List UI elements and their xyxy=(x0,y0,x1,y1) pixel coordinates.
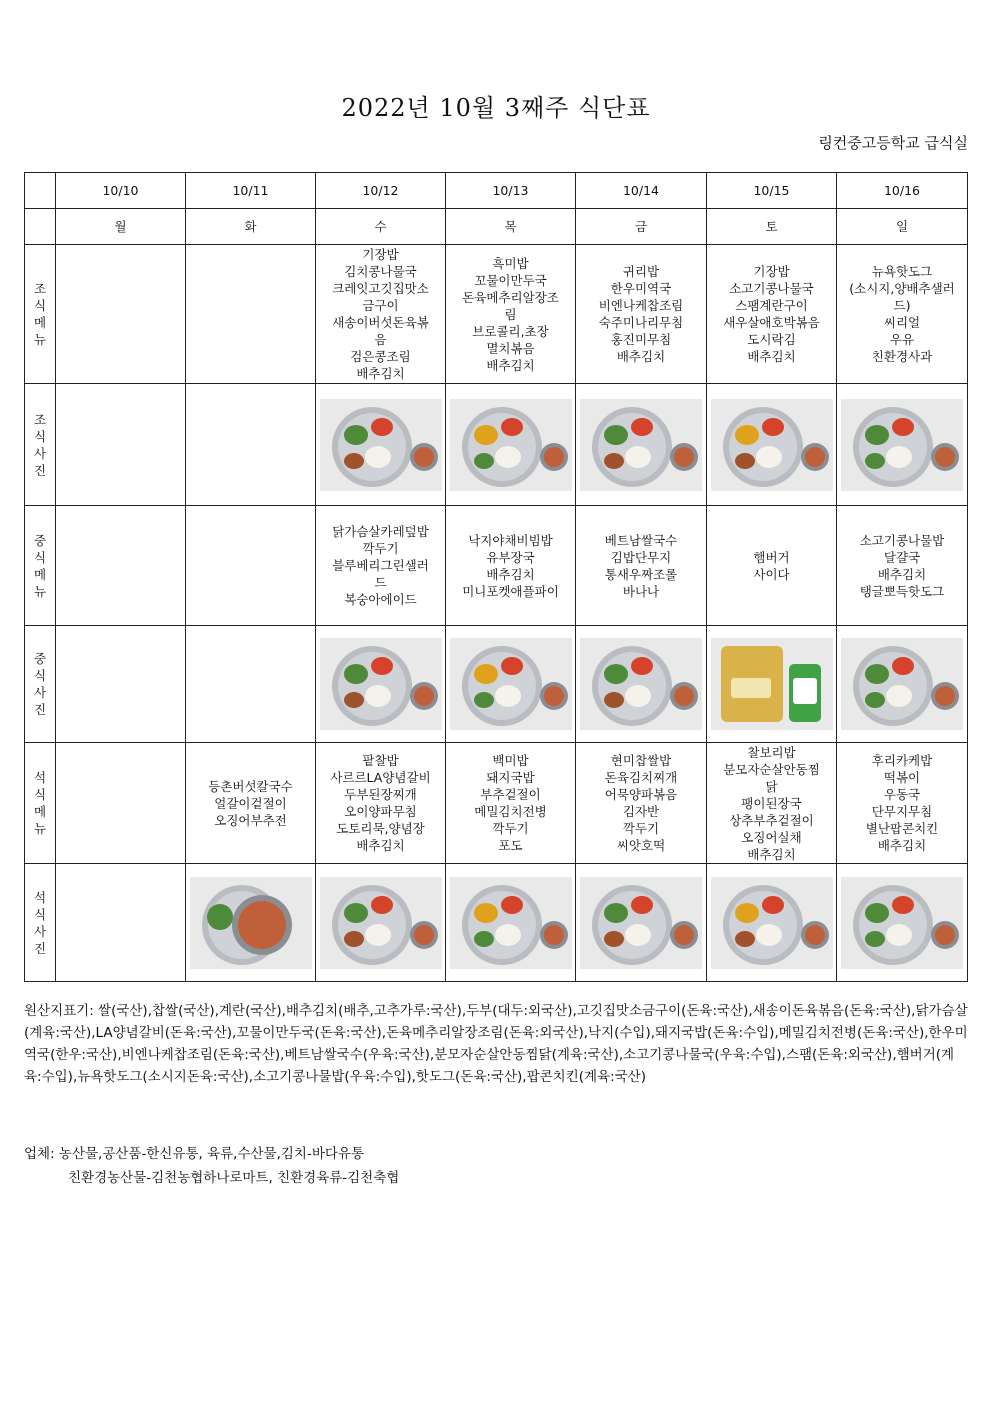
date-cell: 10/15 xyxy=(707,173,837,209)
menu-item: 사르르LA양념갈비 xyxy=(330,770,431,785)
side-dish xyxy=(865,903,889,923)
soup xyxy=(935,447,955,467)
tray-inner xyxy=(338,891,406,959)
menu-item: 찰보리밥 xyxy=(747,744,796,760)
date-cell: 10/13 xyxy=(446,173,576,209)
tray-inner xyxy=(859,652,927,720)
row-label-char: 사 xyxy=(33,445,47,461)
menu-item: 달걀국 xyxy=(883,549,921,565)
soup xyxy=(544,447,564,467)
rice xyxy=(625,446,651,468)
dinner-photo-cell xyxy=(707,864,837,982)
side-dish xyxy=(604,664,628,684)
menu-item: 우유 xyxy=(889,332,915,347)
kimchi xyxy=(371,896,393,914)
day-cell: 토 xyxy=(707,209,837,245)
lunch-menu-cell xyxy=(707,506,837,626)
menu-item: 오이양파무침 xyxy=(344,804,417,819)
side-dish xyxy=(865,664,889,684)
breakfast-menu-cell xyxy=(837,245,968,384)
row-label-char: 식 xyxy=(33,428,47,444)
menu-item: 브로콜리,초장 xyxy=(472,323,549,339)
main-dish xyxy=(344,931,364,947)
menu-item: 분모자순살안동찜 xyxy=(723,761,820,777)
rice xyxy=(365,685,391,707)
menu-item: 김자반 xyxy=(622,804,660,819)
menu-item: 낙지야채비빔밥 xyxy=(468,532,553,548)
breakfast-menu-cell xyxy=(446,245,576,384)
soup xyxy=(935,925,955,945)
menu-item: 현미찹쌀밥 xyxy=(610,753,672,768)
menu-item: 금구이 xyxy=(362,298,399,313)
menu-item: 숙주미나리무침 xyxy=(598,315,684,330)
menu-item: (소시지,양배추샐러 xyxy=(849,281,955,296)
menu-item: 닭가슴살카레덮밥 xyxy=(332,524,429,539)
row-label-dinner-menu xyxy=(25,743,56,864)
lunch-photo-cell xyxy=(316,626,446,743)
dinner-menu-cell xyxy=(316,743,446,864)
lunch-menu-cell xyxy=(446,506,576,626)
breakfast-menu-row xyxy=(25,245,968,384)
day-cell: 금 xyxy=(576,209,707,245)
meal-photo xyxy=(580,638,702,730)
dinner-photo-cell xyxy=(186,864,316,982)
rice xyxy=(886,446,912,468)
side-dish xyxy=(865,425,889,445)
side-dish xyxy=(735,903,759,923)
breakfast-photo-cell xyxy=(837,384,968,506)
tray-inner xyxy=(598,652,666,720)
menu-item: 메밀김치전병 xyxy=(474,804,547,819)
side-dish xyxy=(604,425,628,445)
lunch-menu-cell xyxy=(837,506,968,626)
meal-photo xyxy=(320,399,442,491)
rice xyxy=(495,685,521,707)
breakfast-photo-cell xyxy=(707,384,837,506)
day-row xyxy=(25,209,968,245)
meal-photo xyxy=(580,877,702,969)
row-label-breakfast-menu xyxy=(25,245,56,384)
menu-item: 음 xyxy=(374,332,387,347)
dinner-menu-cell xyxy=(837,743,968,864)
menu-item: 크레잇고깃집맛소 xyxy=(332,281,429,296)
page-title: 2022년 10월 3째주 식단표 xyxy=(341,94,651,122)
meal-photo xyxy=(841,399,963,491)
main-dish xyxy=(865,453,885,469)
menu-item: 바나나 xyxy=(622,583,660,599)
dinner-menu-cell xyxy=(707,743,837,864)
lunch-photo-row xyxy=(25,626,968,743)
row-label-char: 조 xyxy=(33,411,47,427)
tray-inner xyxy=(598,891,666,959)
soup xyxy=(414,447,434,467)
menu-item: 새우살애호박볶음 xyxy=(723,315,820,330)
menu-item: 유부장국 xyxy=(486,549,535,565)
row-label-char: 식 xyxy=(33,787,47,802)
tray-inner xyxy=(859,413,927,481)
corner-cell xyxy=(25,173,56,209)
day-cell: 일 xyxy=(837,209,968,245)
soup xyxy=(805,447,825,467)
menu-item: 김치콩나물국 xyxy=(344,264,417,279)
dinner-photo-cell xyxy=(446,864,576,982)
breakfast-menu-cell xyxy=(316,245,446,384)
row-label-char: 조 xyxy=(33,281,47,296)
tray-inner xyxy=(859,891,927,959)
menu-item: 배추김치 xyxy=(486,566,535,582)
menu-item: 깍두기 xyxy=(492,821,529,836)
row-label-char: 식 xyxy=(33,549,47,565)
side-dish xyxy=(344,664,368,684)
meal-photo xyxy=(711,399,833,491)
menu-item: 한우미역국 xyxy=(610,281,672,296)
menu-item: 배추김치 xyxy=(747,846,796,862)
menu-item: 도토리묵,양념장 xyxy=(336,821,425,836)
burger-photo xyxy=(711,638,833,730)
menu-item: 배추김치 xyxy=(616,349,666,364)
kimchi xyxy=(631,657,653,675)
row-label-char: 메 xyxy=(33,315,47,330)
origin-label-text: 원산지표기: 쌀(국산),찹쌀(국산),계란(국산),배추김치(배추,고추가루:국산),두부(대두:외국산),고깃집맛소금구이(돈육:국산),새송이돈육볶음(돈육:국산),닭가슴살(계육:국산),LA양념갈비(돈육:국산),꼬물이만두국(돈육:국산),돈육메추리알장조림(돈육:외국산),낙지(수입),돼지국밥(돈육:수입),메밀김치전병(돈육:국산),한우미역국(한우:국산),비엔나케찹조림(돈육:국산),베트남쌀국수(우육:국산),분모자순살안동찜닭(계육:국산),소고기콩나물국(우육:수입),스팸(돈육:외국산),햄버거(계육:수입),뉴욕핫도그(소시지돈육:국산),소고기콩나물밥(우육:수입),핫도그(돈육:국산),팝콘치킨(계육:국산) xyxy=(24,1003,968,1085)
lunch-photo-cell xyxy=(446,626,576,743)
row-label-char: 중 xyxy=(33,651,47,666)
menu-item: 사이다 xyxy=(753,566,790,582)
breakfast-photo-cell xyxy=(446,384,576,506)
menu-item: 배추김치 xyxy=(356,838,405,853)
lunch-photo-cell xyxy=(576,626,707,743)
breakfast-photo-cell xyxy=(186,384,316,506)
row-label-lunch-photo xyxy=(25,626,56,743)
vendor-line-1: 업체: 농산물,공산품-한신유통, 육류,수산물,김치-바다유통 xyxy=(24,1146,364,1162)
main-dish xyxy=(865,692,885,708)
menu-item: 배추김치 xyxy=(747,349,796,364)
vendor-line-2: 친환경농산물-김천농협하나로마트, 친환경육류-김천축협 xyxy=(68,1170,400,1186)
menu-item: 도시락김 xyxy=(747,332,796,347)
menu-item: 드) xyxy=(893,298,911,313)
kimchi xyxy=(762,896,784,914)
menu-item: 림 xyxy=(504,306,517,322)
soup xyxy=(935,686,955,706)
main-dish xyxy=(604,692,624,708)
menu-item: 드 xyxy=(374,575,387,590)
soup xyxy=(544,686,564,706)
lunch-photo-cell xyxy=(186,626,316,743)
tray-inner xyxy=(468,652,536,720)
menu-item: 검은콩조림 xyxy=(350,349,411,364)
row-label-char: 진 xyxy=(33,940,47,956)
side-greens xyxy=(207,904,233,930)
soup xyxy=(674,447,694,467)
meal-photo xyxy=(580,399,702,491)
dinner-photo-cell xyxy=(316,864,446,982)
row-label-char: 중 xyxy=(33,532,47,548)
day-cell: 목 xyxy=(446,209,576,245)
corner-cell xyxy=(25,209,56,245)
main-dish xyxy=(344,692,364,708)
menu-item: 탱글뽀득핫도그 xyxy=(859,583,945,599)
tray-inner xyxy=(729,413,797,481)
dinner-photo-row xyxy=(25,864,968,982)
tray-inner xyxy=(598,413,666,481)
row-label-char: 뉴 xyxy=(33,583,47,599)
main-dish xyxy=(344,453,364,469)
menu-item: 기장밥 xyxy=(362,247,399,262)
menu-item: 깍두기 xyxy=(622,821,660,836)
menu-item: 꼬물이만두국 xyxy=(474,272,547,288)
soup xyxy=(674,925,694,945)
lunch-menu-cell xyxy=(186,506,316,626)
day-cell: 화 xyxy=(186,209,316,245)
kimchi xyxy=(631,418,653,436)
side-dish xyxy=(474,425,498,445)
date-cell: 10/14 xyxy=(576,173,707,209)
rice xyxy=(886,685,912,707)
dinner-photo-cell xyxy=(837,864,968,982)
breakfast-photo-cell xyxy=(316,384,446,506)
menu-item: 멸치볶음 xyxy=(486,340,535,356)
menu-item: 오징어실채 xyxy=(741,829,802,845)
menu-item: 흑미밥 xyxy=(492,255,529,271)
main-dish xyxy=(604,931,624,947)
menu-item: 김밥단무지 xyxy=(610,549,672,565)
menu-item: 백미밥 xyxy=(492,753,529,768)
row-label-char: 뉴 xyxy=(33,332,47,347)
menu-table xyxy=(24,172,968,982)
menu-item: 닭 xyxy=(765,778,778,794)
main-dish xyxy=(604,453,624,469)
lunch-menu-row xyxy=(25,506,968,626)
soup xyxy=(544,925,564,945)
row-label-dinner-photo xyxy=(25,864,56,982)
menu-item: 비엔나케찹조림 xyxy=(598,298,684,313)
menu-item: 통새우짜조롤 xyxy=(604,566,678,582)
menu-item: 뉴욕핫도그 xyxy=(871,264,933,279)
main-dish xyxy=(474,453,494,469)
meal-photo xyxy=(711,877,833,969)
menu-item: 돈육메추리알장조 xyxy=(462,289,559,305)
menu-item: 어묵양파볶음 xyxy=(604,787,678,802)
main-dish xyxy=(474,931,494,947)
kimchi xyxy=(892,657,914,675)
menu-item: 귀리밥 xyxy=(622,264,660,279)
menu-item: 상추부추겉절이 xyxy=(729,812,814,828)
row-label-char: 사 xyxy=(33,685,47,700)
dinner-menu-cell xyxy=(446,743,576,864)
rice xyxy=(625,685,651,707)
date-row xyxy=(25,173,968,209)
side-dish xyxy=(344,903,368,923)
rice xyxy=(886,924,912,946)
menu-item: 배추김치 xyxy=(877,566,927,582)
menu-item: 돼지국밥 xyxy=(486,770,535,785)
row-label-char: 메 xyxy=(33,566,47,582)
dinner-menu-cell xyxy=(56,743,186,864)
menu-item: 부추겉절이 xyxy=(480,787,541,802)
row-label-char: 뉴 xyxy=(33,821,47,836)
main-dish xyxy=(474,692,494,708)
main-dish xyxy=(865,931,885,947)
menu-item: 스팸계란구이 xyxy=(735,298,808,313)
menu-item: 팥찰밥 xyxy=(362,753,399,768)
meal-photo xyxy=(841,877,963,969)
menu-item: 팽이된장국 xyxy=(741,795,802,811)
row-label-char: 석 xyxy=(33,889,47,905)
menu-item: 새송이버섯돈육볶 xyxy=(332,315,429,330)
row-label-breakfast-photo xyxy=(25,384,56,506)
row-label-char: 메 xyxy=(33,804,47,819)
soup xyxy=(414,925,434,945)
meal-photo xyxy=(841,638,963,730)
menu-item: 우동국 xyxy=(883,787,921,802)
meal-photo xyxy=(450,638,572,730)
lunch-menu-cell xyxy=(316,506,446,626)
tray-inner xyxy=(468,891,536,959)
menu-item: 돈육김치찌개 xyxy=(604,770,678,785)
noodle-soup xyxy=(238,901,286,949)
menu-item: 소고기콩나물밥 xyxy=(859,532,945,548)
menu-item: 후리카케밥 xyxy=(871,753,933,768)
lunch-photo-cell xyxy=(56,626,186,743)
menu-item: 씨앗호떡 xyxy=(616,838,666,853)
row-label-char: 진 xyxy=(33,462,47,478)
menu-item: 별난팝콘치킨 xyxy=(865,821,939,836)
date-cell: 10/16 xyxy=(837,173,968,209)
main-dish xyxy=(735,931,755,947)
rice xyxy=(365,446,391,468)
meal-photo xyxy=(450,399,572,491)
menu-item: 복숭아에이드 xyxy=(344,592,417,607)
day-cell: 월 xyxy=(56,209,186,245)
kimchi xyxy=(631,896,653,914)
kimchi xyxy=(892,418,914,436)
lunch-photo-cell xyxy=(707,626,837,743)
lunch-menu-cell xyxy=(56,506,186,626)
breakfast-photo-cell xyxy=(576,384,707,506)
row-label-char: 식 xyxy=(33,668,47,683)
menu-item: 배추김치 xyxy=(356,366,405,381)
tray-inner xyxy=(338,413,406,481)
menu-item: 포도 xyxy=(498,838,523,853)
kimchi xyxy=(762,418,784,436)
menu-item: 배추김치 xyxy=(877,838,927,853)
breakfast-menu-cell xyxy=(576,245,707,384)
menu-item: 베트남쌀국수 xyxy=(604,532,678,548)
menu-item: 소고기콩나물국 xyxy=(729,281,814,296)
menu-item: 블루베리그린샐러 xyxy=(332,558,429,573)
menu-item: 햄버거 xyxy=(753,549,790,565)
menu-item: 씨리얼 xyxy=(883,315,921,330)
side-dish xyxy=(604,903,628,923)
tray-inner xyxy=(468,413,536,481)
day-cell: 수 xyxy=(316,209,446,245)
menu-item: 등촌버섯칼국수 xyxy=(208,778,293,794)
noodle-photo xyxy=(190,877,312,969)
soup xyxy=(414,686,434,706)
school-name: 링컨중고등학교 급식실 xyxy=(818,134,968,152)
breakfast-menu-cell xyxy=(56,245,186,384)
date-cell: 10/10 xyxy=(56,173,186,209)
date-cell: 10/11 xyxy=(186,173,316,209)
menu-item: 두부된장찌개 xyxy=(344,787,417,802)
menu-item: 오징어부추전 xyxy=(214,812,287,828)
menu-item: 홍진미무침 xyxy=(610,332,672,347)
row-label-char: 식 xyxy=(33,906,47,922)
lunch-photo-cell xyxy=(837,626,968,743)
date-cell: 10/12 xyxy=(316,173,446,209)
side-dish xyxy=(474,903,498,923)
menu-item: 배추김치 xyxy=(486,357,535,373)
menu-item: 친환경사과 xyxy=(871,349,933,364)
row-label-char: 식 xyxy=(33,298,47,313)
breakfast-photo-cell xyxy=(56,384,186,506)
row-label-char: 석 xyxy=(33,770,47,785)
breakfast-menu-cell xyxy=(186,245,316,384)
meal-photo xyxy=(450,877,572,969)
dinner-photo-cell xyxy=(56,864,186,982)
row-label-lunch-menu xyxy=(25,506,56,626)
side-dish xyxy=(735,425,759,445)
side-dish xyxy=(344,425,368,445)
side-dish xyxy=(474,664,498,684)
rice xyxy=(365,924,391,946)
rice xyxy=(756,446,782,468)
rice xyxy=(495,446,521,468)
breakfast-photo-row xyxy=(25,384,968,506)
main-dish xyxy=(735,453,755,469)
tray-inner xyxy=(338,652,406,720)
rice xyxy=(625,924,651,946)
pack-label xyxy=(731,678,771,698)
soda-label xyxy=(793,678,817,704)
menu-item: 깍두기 xyxy=(362,541,399,556)
kimchi xyxy=(501,896,523,914)
menu-item: 기장밥 xyxy=(753,264,790,279)
soup xyxy=(674,686,694,706)
dinner-menu-cell xyxy=(576,743,707,864)
dinner-menu-row xyxy=(25,743,968,864)
kimchi xyxy=(371,418,393,436)
kimchi xyxy=(892,896,914,914)
breakfast-menu-cell xyxy=(707,245,837,384)
kimchi xyxy=(371,657,393,675)
kimchi xyxy=(501,418,523,436)
menu-item: 얼갈이겉절이 xyxy=(214,795,287,811)
lunch-menu-cell xyxy=(576,506,707,626)
menu-item: 떡볶이 xyxy=(883,770,921,785)
tray-inner xyxy=(729,891,797,959)
soup xyxy=(805,925,825,945)
menu-item: 미니포켓애플파이 xyxy=(462,583,559,599)
menu-item: 단무지무침 xyxy=(871,804,933,819)
rice xyxy=(756,924,782,946)
kimchi xyxy=(501,657,523,675)
dinner-photo-cell xyxy=(576,864,707,982)
row-label-char: 진 xyxy=(33,702,47,717)
dinner-menu-cell xyxy=(186,743,316,864)
rice xyxy=(495,924,521,946)
meal-photo xyxy=(320,877,442,969)
row-label-char: 사 xyxy=(33,923,47,939)
meal-photo xyxy=(320,638,442,730)
